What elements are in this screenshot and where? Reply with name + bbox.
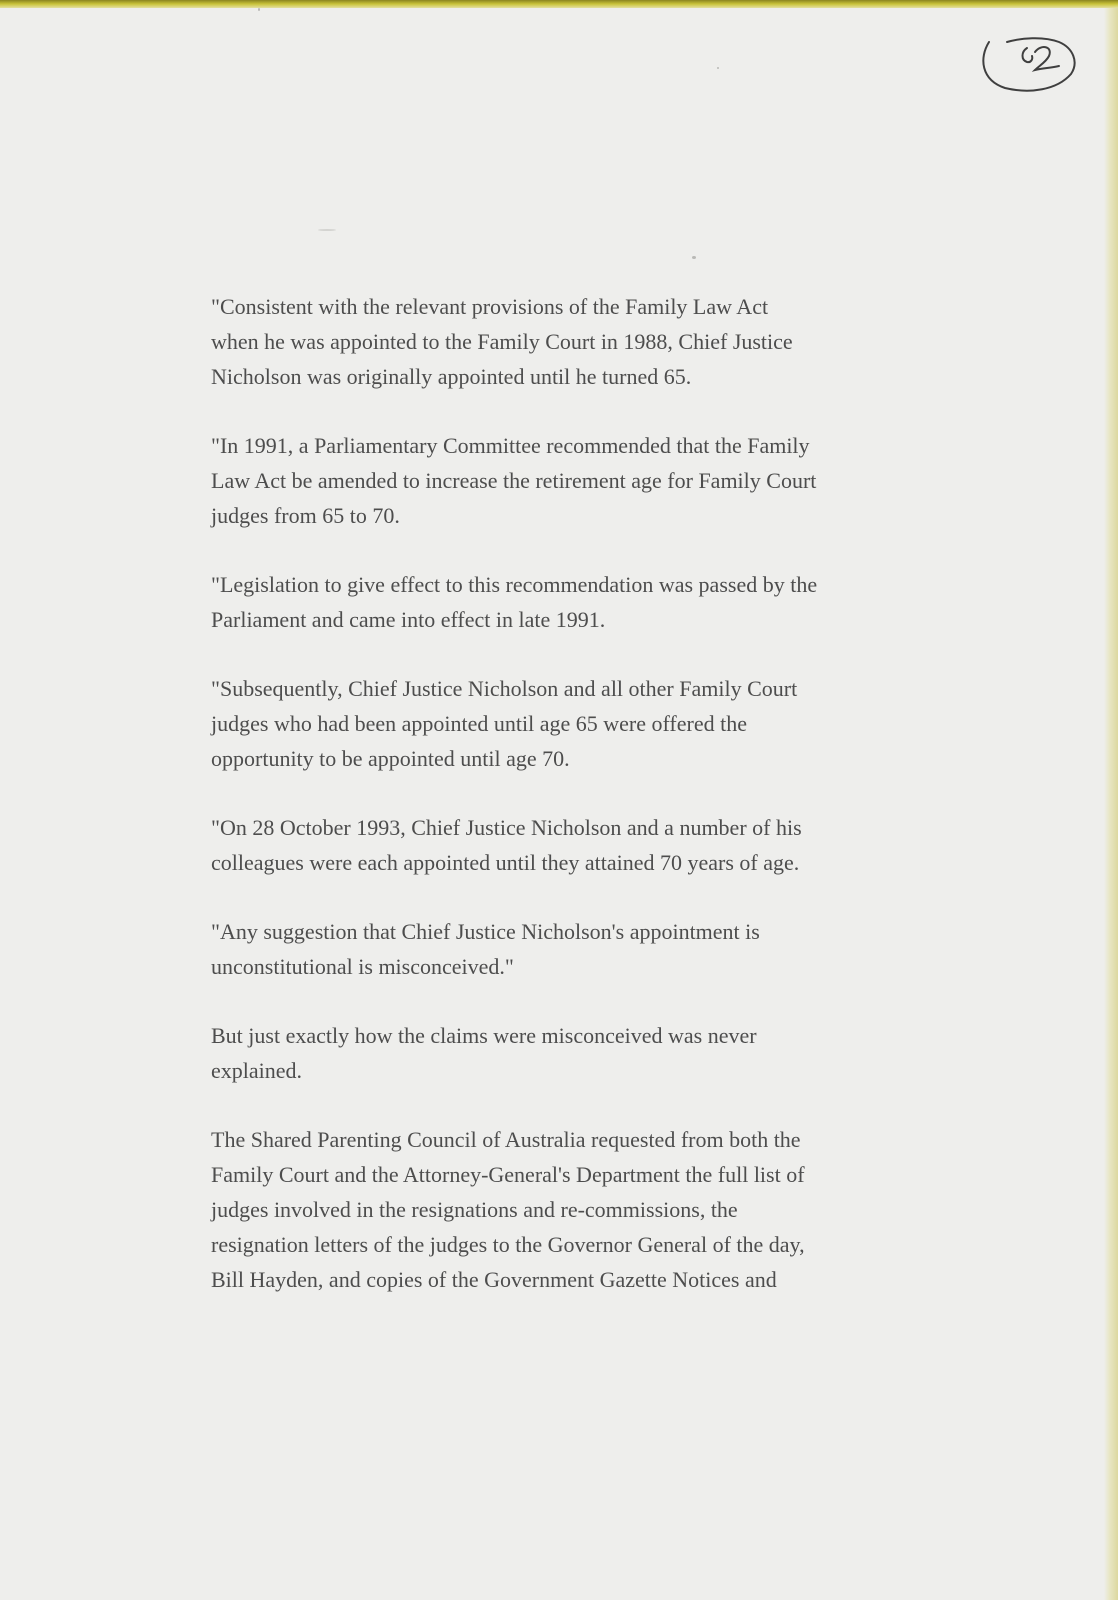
paragraph-never-explained: But just exactly how the claims were misconceived was never explained. — [211, 1023, 757, 1083]
scan-speck — [717, 67, 719, 69]
handwritten-page-number — [975, 28, 1080, 98]
paragraph-appointment-1988: "Consistent with the relevant provisions of the Family Law Act when he was appointed to the Family Court in 1988, Chief Justice Nicholson was originally appointed until he turned 65. — [211, 294, 793, 389]
paragraph-committee-1991: "In 1991, a Parliamentary Committee recommended that the Family Law Act be amended to increase the retirement age for Family Court judges from 65 to 70. — [211, 433, 817, 528]
paragraph-spca-request: The Shared Parenting Council of Australia requested from both the Family Court and the Attorney-General's Department the full list of judges involved in the resignations and re-commissions, the resignation letters of the judges to the Governor General of the day, Bill Hayden, and copies of the Government Gazette Notices and — [211, 1127, 805, 1292]
scan-speck — [258, 8, 260, 11]
paragraph-legislation: "Legislation to give effect to this recommendation was passed by the Parliament and came into effect in late 1991. — [211, 572, 818, 632]
scan-speck — [692, 256, 696, 259]
paragraph-misconceived: "Any suggestion that Chief Justice Nicholson's appointment is unconstitutional is misconceived." — [211, 919, 760, 979]
scan-top-edge — [0, 0, 1118, 8]
document-body — [211, 289, 911, 1331]
scan-speck — [318, 229, 336, 231]
paragraph-october-1993: "On 28 October 1993, Chief Justice Nicholson and a number of his colleagues were each appointed until they attained 70 years of age. — [211, 815, 802, 875]
paragraph-reappointment-offer: "Subsequently, Chief Justice Nicholson and all other Family Court judges who had been appointed until age 65 were offered the opportunity to be appointed until age 70. — [211, 676, 798, 771]
scan-right-edge — [1104, 8, 1118, 1600]
